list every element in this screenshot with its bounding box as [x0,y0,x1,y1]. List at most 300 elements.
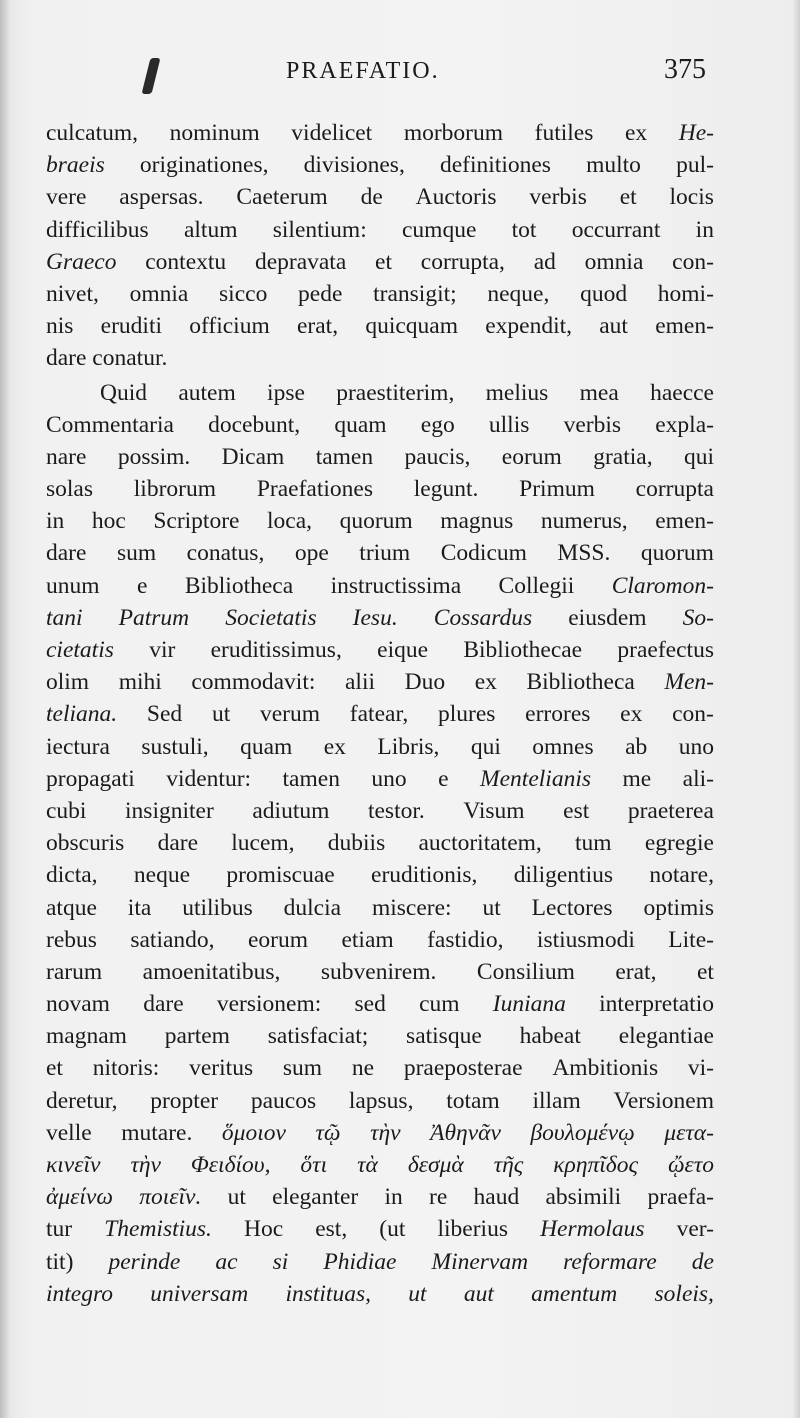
text-line [46,634,714,666]
text-line [46,1085,714,1117]
greek-word: ἀμείνω [46,1184,113,1211]
greek-word: ποιεῖν. [139,1184,202,1211]
word: Consilium [476,958,575,985]
word: paucis, [404,443,471,470]
word: optimis [643,894,714,921]
word: silentium: [272,216,367,243]
greek-word: τῆς [493,1152,524,1178]
text-line [46,537,714,569]
word: diligentius [513,862,614,889]
word: Bibliotheca [526,669,635,696]
text-line [46,795,714,827]
text-line [46,377,714,409]
word: ad [533,248,556,275]
word: con- [672,701,714,728]
word: quam [240,733,293,760]
text-line [46,342,714,374]
word: olim [46,669,90,696]
word: perinde [108,1248,181,1275]
word: ullis [488,411,530,438]
word: et [696,958,714,985]
greek-word: μετα- [664,1119,714,1146]
word: Praefationes [256,476,373,503]
word: alii [344,669,376,696]
word: praestiterim, [336,379,455,406]
word: Collegii [498,572,575,599]
word: aut [599,313,628,340]
word: haud [473,1184,520,1211]
text-line [46,698,714,730]
word: commodavit: [191,669,316,696]
word: transigit; [373,280,457,307]
word: fatear, [349,701,409,728]
text-line [46,505,714,537]
word: depravata [254,248,347,275]
word: melius [485,379,549,406]
greek-word: ᾤετο [667,1152,714,1178]
word: dare [143,991,184,1018]
word: quam [334,411,387,438]
text-line [46,827,714,859]
word: Societatis [225,604,317,631]
word: Versionem [613,1087,714,1114]
word: Graeco [46,248,117,275]
word: sum [116,540,157,567]
word: sustuli, [141,733,209,760]
word: numerus, [540,508,628,535]
word: tum [575,830,612,857]
paragraph [46,117,714,375]
word: librorum [133,476,217,503]
text-body [46,117,714,1310]
word: uno [678,733,714,760]
word: integro [46,1280,114,1307]
word: Duo [404,669,446,696]
word: altum [183,216,238,243]
word: utilibus [182,894,253,921]
word: con- [672,248,714,275]
word: Quid [100,379,147,406]
word: Themistius. [104,1216,212,1243]
word: miscere: [371,894,452,921]
greek-word: Φειδίου, [190,1152,271,1178]
text-line [46,1213,714,1245]
word: eruditi [100,313,163,340]
word: ex [624,120,648,146]
text-line [46,1278,714,1310]
word: lucem, [231,830,295,857]
word: docebunt, [208,411,301,438]
word: videntur: [166,765,252,792]
greek-word: βουλομένῳ [530,1119,635,1146]
word: culcatum, [46,120,139,146]
word: divisiones, [303,152,405,179]
word: ac [215,1248,238,1275]
word: expendit, [485,313,573,340]
word: eorum [501,443,562,470]
word: tani [46,604,83,631]
word: reformare [563,1248,657,1275]
page-number: 375 [664,54,706,85]
word: deretur, [46,1087,118,1114]
word: tamen [315,443,374,470]
text-line [46,1149,714,1181]
word: e [136,572,148,599]
word: mea [579,379,619,406]
text-line [46,1117,714,1149]
word: verbis [529,184,587,211]
word: dubiis [327,830,386,857]
word: pede [298,280,343,307]
word: Phidiae [323,1248,397,1275]
word: ipse [267,379,305,406]
greek-word: Ἀθηνᾶν [430,1119,501,1146]
word: amoenitatibus, [142,958,281,985]
word: subvenirem. [320,958,437,985]
word: omnia [129,280,189,307]
text-line [46,214,714,246]
word: iectura [46,733,110,760]
word: ita [127,894,152,921]
word: verum [259,701,321,728]
word: in [384,1184,403,1211]
word: versionem: [216,991,322,1018]
word: quorum [339,508,413,535]
word: ab [625,733,648,760]
word: paucos [250,1087,317,1114]
word: ali- [682,765,714,792]
word: vir [149,637,176,663]
word: homi- [657,280,714,307]
word: magnus [440,508,514,535]
word: Mentelianis [480,765,591,792]
word: officium [189,313,270,340]
word: sed [354,991,386,1018]
word: amentum [531,1280,618,1307]
word: in [695,216,714,243]
word: qui [683,443,714,470]
word: Lectores [531,894,613,921]
word: magnam [46,1023,127,1050]
greek-word: τῷ [315,1119,341,1146]
greek-word: δεσμὰ [407,1152,464,1178]
word: et [619,184,637,211]
word: videlicet [291,120,373,146]
word: omnes [532,733,594,760]
word: sum [282,1055,323,1082]
word: He- [678,120,714,146]
word: tit) [46,1248,74,1275]
word: et [375,248,392,275]
word: braeis [46,152,105,179]
word: est, [315,1216,348,1243]
text-line [46,988,714,1020]
word: ne [351,1055,375,1082]
word: originationes, [139,152,269,179]
word: Dicam [221,443,285,470]
word: errores [525,701,591,728]
word: nitoris: [92,1055,160,1082]
word: instituas, [285,1280,371,1307]
word: obscuris [46,830,125,857]
word: Auctoris [415,184,497,211]
word: ex [620,701,643,728]
text-line [46,1246,714,1278]
word: haecce [650,379,714,406]
word: dare [46,540,87,567]
word: eruditionis, [371,862,478,889]
word: multo [586,152,641,179]
word: tamen [282,765,340,792]
text-line [46,602,714,634]
word: totam [446,1087,500,1114]
word: satisque [406,1023,482,1050]
word: praefa- [647,1184,714,1211]
word: locis [669,184,714,211]
greek-word: ὅμοιον [221,1119,286,1146]
word: Lite- [668,926,714,953]
word: morborum [403,120,504,146]
greek-word: κρηπῖδος [553,1152,638,1178]
word: quod [580,280,628,307]
word: Codicum [440,540,527,567]
word: Sed [146,701,183,728]
word: hoc [91,508,126,535]
word: vere [46,184,87,211]
word: expla- [655,411,714,438]
text-line [46,1020,714,1052]
word: Primum [519,476,595,503]
word: habeat [519,1023,581,1050]
word: autem [178,379,236,406]
word: adiutum [252,797,330,824]
word: liberius [437,1216,508,1243]
greek-word: κινεῖν [46,1152,101,1178]
word: partem [164,1023,230,1050]
word: ego [420,411,455,438]
word: gratia, [593,443,653,470]
word: corrupta [635,476,714,503]
word: unum [46,572,100,599]
text-line [46,763,714,795]
word: Minervam [431,1248,529,1275]
word: corrupta, [420,248,505,275]
greek-word: τὴν [130,1152,161,1178]
word: cumque [401,216,477,243]
word: re [429,1184,448,1211]
word: neque, [487,280,550,307]
word: uno [371,765,407,792]
word: Visum [463,797,525,824]
word: teliana. [46,701,118,728]
word: universam [150,1280,249,1307]
word: emen- [655,508,714,535]
word: ut [408,1280,427,1307]
word: cubi [46,797,87,824]
word: aspersas. [119,184,204,211]
word: MSS. [557,540,611,567]
text-line [46,956,714,988]
word: pul- [676,152,714,179]
word: (ut [379,1216,406,1243]
text-line [46,441,714,473]
word: possim. [117,443,191,470]
word: Scriptore [153,508,240,535]
word: notare, [649,862,714,889]
running-title: PRAEFATIO. [286,58,440,84]
word: absimili [545,1184,622,1211]
text-line [46,409,714,441]
word: So- [682,604,714,631]
running-header [0,50,800,90]
word: Claromon- [611,572,714,599]
word: dare [157,830,198,857]
paragraph [46,377,714,1310]
word: Iesu. [352,604,398,631]
word: conatus, [186,540,265,567]
text-line [46,924,714,956]
word: atque [46,894,97,921]
word: praeterea [627,797,714,824]
word: qui [470,733,501,760]
word: tur [46,1216,73,1243]
word: praefectus [617,637,714,663]
word: difficilibus [46,216,149,243]
text-line [46,310,714,342]
word: Bibliothecae [463,637,583,663]
word: ver- [676,1216,714,1243]
word: contextu [145,248,227,275]
word: auctoritatem, [418,830,542,857]
word: Caeterum [236,184,328,211]
word: etiam [341,926,394,953]
word: plures [437,701,496,728]
word: praeposterae [403,1055,523,1082]
word: erat, [296,313,339,340]
word: cietatis [46,637,114,663]
word: interpretatio [599,991,714,1018]
word: trium [359,540,411,567]
word: dulcia [283,894,342,921]
word: ut [482,894,501,921]
text-line [46,859,714,891]
word: occurrant [571,216,661,243]
word: eleganter [272,1184,359,1211]
word: omnia [584,248,644,275]
word: futiles [534,120,594,146]
greek-word: τὰ [357,1152,378,1178]
word: mutare. [121,1119,193,1146]
text-line [46,1052,714,1084]
word: insigniter [125,797,214,824]
word: Commentaria [46,411,174,438]
word: ut [211,701,231,728]
word: Men- [664,669,714,696]
greek-word: ὅτι [300,1152,328,1178]
word: emen- [655,313,714,340]
word: Bibliotheca [184,572,294,599]
word: nominum [169,120,260,146]
word: mihi [118,669,162,696]
text-line [46,278,714,310]
word: quicquam [365,313,458,340]
word: rarum [46,958,103,985]
word: vi- [687,1055,714,1082]
word: rebus [46,926,97,953]
word: est [563,797,590,824]
word: loca, [267,508,313,535]
word: Ambitionis [552,1055,659,1082]
word: eiusdem [568,604,647,631]
word: nare [46,443,87,470]
word: fastidio, [427,926,504,953]
word: si [272,1248,289,1275]
word: dicta, [46,862,98,889]
word: ex [323,733,346,760]
word: eorum [247,926,309,953]
word: de [360,184,383,211]
text-line [46,181,714,213]
word: elegantiae [618,1023,714,1050]
word: testor. [367,797,425,824]
word: ut [227,1184,246,1211]
word: legunt. [413,476,479,503]
word: egregie [644,830,714,857]
text-line [46,149,714,181]
word: tot [511,216,537,243]
word: Libris, [377,733,440,760]
word: veritus [189,1055,254,1082]
text-line [46,246,714,278]
word: Iuniana [492,991,566,1018]
word: ope [294,540,329,567]
word: dare conatur. [46,345,168,372]
word: solas [46,476,93,503]
text-line [46,666,714,698]
text-line [46,117,714,149]
word: illam [532,1087,581,1114]
word: lapsus, [348,1087,414,1114]
word: verbis [563,411,622,438]
text-line [46,570,714,602]
word: nis [46,313,74,340]
word: instructissima [330,572,462,599]
word: novam [46,991,110,1018]
word: velle [46,1119,92,1146]
word: Hermolaus [540,1216,645,1243]
word: de [691,1248,714,1275]
word: erat, [615,958,657,985]
word: me [622,765,652,792]
word: nivet, [46,280,99,307]
word: e [438,765,449,792]
word: sicco [219,280,268,307]
word: cum [419,991,460,1018]
text-line [46,731,714,763]
word: promiscuae [226,862,335,889]
text-line [46,892,714,924]
word: et [46,1055,63,1082]
word: propter [150,1087,219,1114]
word: neque [133,862,191,889]
word: istiusmodi [536,926,635,953]
word: aut [463,1280,494,1307]
text-line [46,1181,714,1213]
text-line [46,473,714,505]
greek-word: τὴν [370,1119,401,1146]
word: definitiones [439,152,551,179]
word: Patrum [118,604,190,631]
